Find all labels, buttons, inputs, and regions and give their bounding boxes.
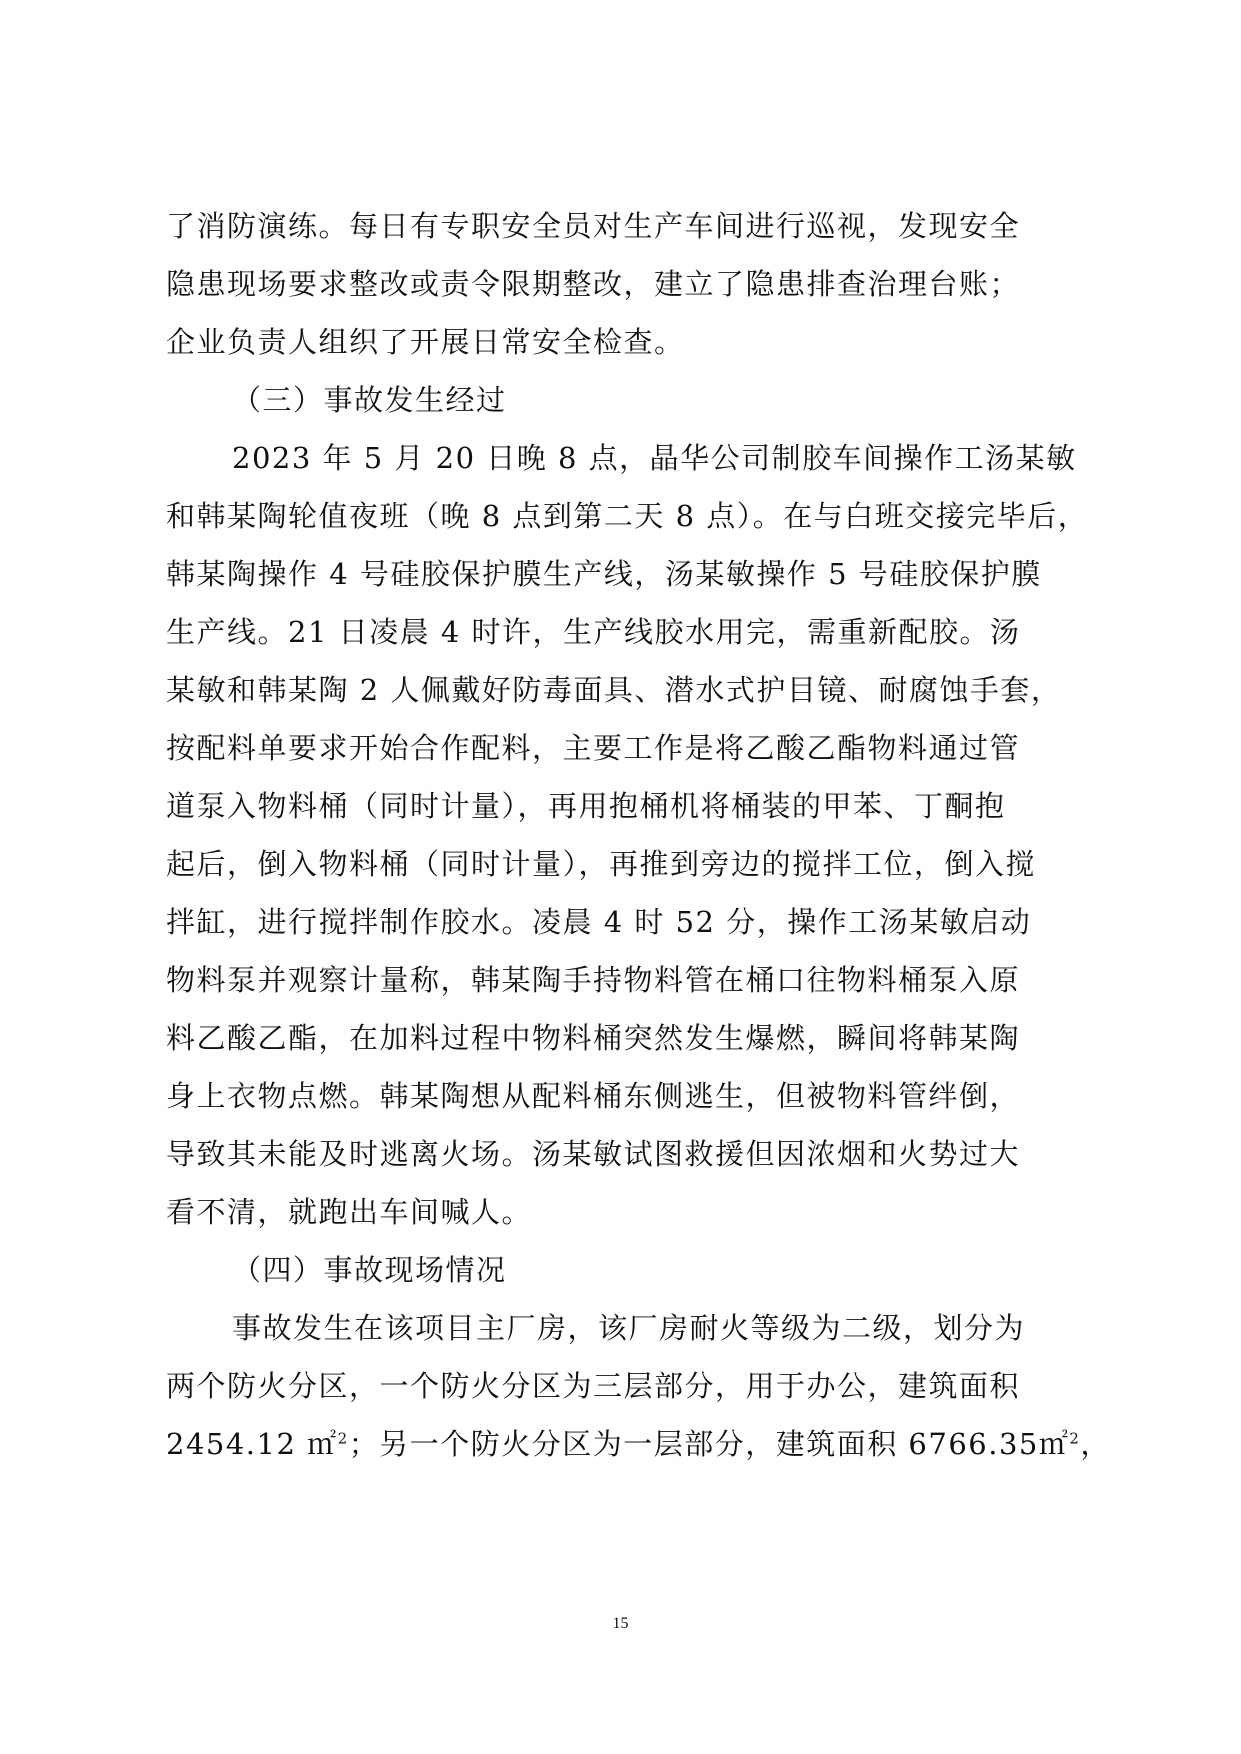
text-line: 导致其未能及时逃离火场。汤某敏试图救援但因浓烟和火势过大	[166, 1137, 1021, 1171]
text-line: 看不清，就跑出车间喊人。	[166, 1195, 533, 1229]
text-line: 两个防火分区，一个防火分区为三层部分，用于办公，建筑面积	[166, 1369, 1021, 1403]
text-line: 企业负责人组织了开展日常安全检查。	[166, 325, 685, 359]
paragraph-start-line: 事故发生在该项目主厂房，该厂房耐火等级为二级，划分为	[232, 1311, 1026, 1345]
text-line: 物料泵并观察计量称，韩某陶手持物料管在桶口往物料桶泵入原	[166, 963, 1021, 997]
text-line: 身上衣物点燃。韩某陶想从配料桶东侧逃生，但被物料管绊倒，	[166, 1079, 1021, 1113]
text-line: 按配料单要求开始合作配料，主要工作是将乙酸乙酯物料通过管	[166, 731, 1021, 765]
superscript: 2	[1069, 1429, 1081, 1448]
paragraph-start-line: 2023 年 5 月 20 日晚 8 点，晶华公司制胶车间操作工汤某敏	[232, 441, 1077, 475]
text-line: 某敏和韩某陶 2 人佩戴好防毒面具、潜水式护目镜、耐腐蚀手套，	[166, 673, 1062, 707]
superscript: 2	[337, 1429, 349, 1448]
text-line: 拌缸，进行搅拌制作胶水。凌晨 4 时 52 分，操作工汤某敏启动	[166, 905, 1032, 939]
text-line: 起后，倒入物料桶（同时计量），再推到旁边的搅拌工位，倒入搅	[166, 847, 1037, 881]
page-number: 15	[612, 1615, 629, 1632]
text-line: 韩某陶操作 4 号硅胶保护膜生产线，汤某敏操作 5 号硅胶保护膜	[166, 557, 1042, 591]
section-heading: （三）事故发生经过	[232, 383, 507, 417]
text-line: 了消防演练。每日有专职安全员对生产车间进行巡视，发现安全	[166, 209, 1021, 243]
text-line: 生产线。21 日凌晨 4 时许，生产线胶水用完，需重新配胶。汤	[166, 615, 1021, 649]
area-value-office: 2454.12 ㎡	[166, 1427, 338, 1461]
text-line: 料乙酸乙酯，在加料过程中物料桶突然发生爆燃，瞬间将韩某陶	[166, 1021, 1021, 1055]
trailing-punctuation: ，	[1080, 1427, 1111, 1461]
text-line-area-values	[166, 1424, 1111, 1464]
text-line: 道泵入物料桶（同时计量），再用抱桶机将桶装的甲苯、丁酮抱	[166, 789, 1006, 823]
area-value-production: ；另一个防火分区为一层部分，建筑面积 6766.35㎡	[348, 1427, 1070, 1461]
section-heading: （四）事故现场情况	[232, 1253, 507, 1287]
text-line: 和韩某陶轮值夜班（晚 8 点到第二天 8 点）。在与白班交接完毕后，	[166, 499, 1089, 533]
text-line: 隐患现场要求整改或责令限期整改，建立了隐患排查治理台账；	[166, 267, 1021, 301]
